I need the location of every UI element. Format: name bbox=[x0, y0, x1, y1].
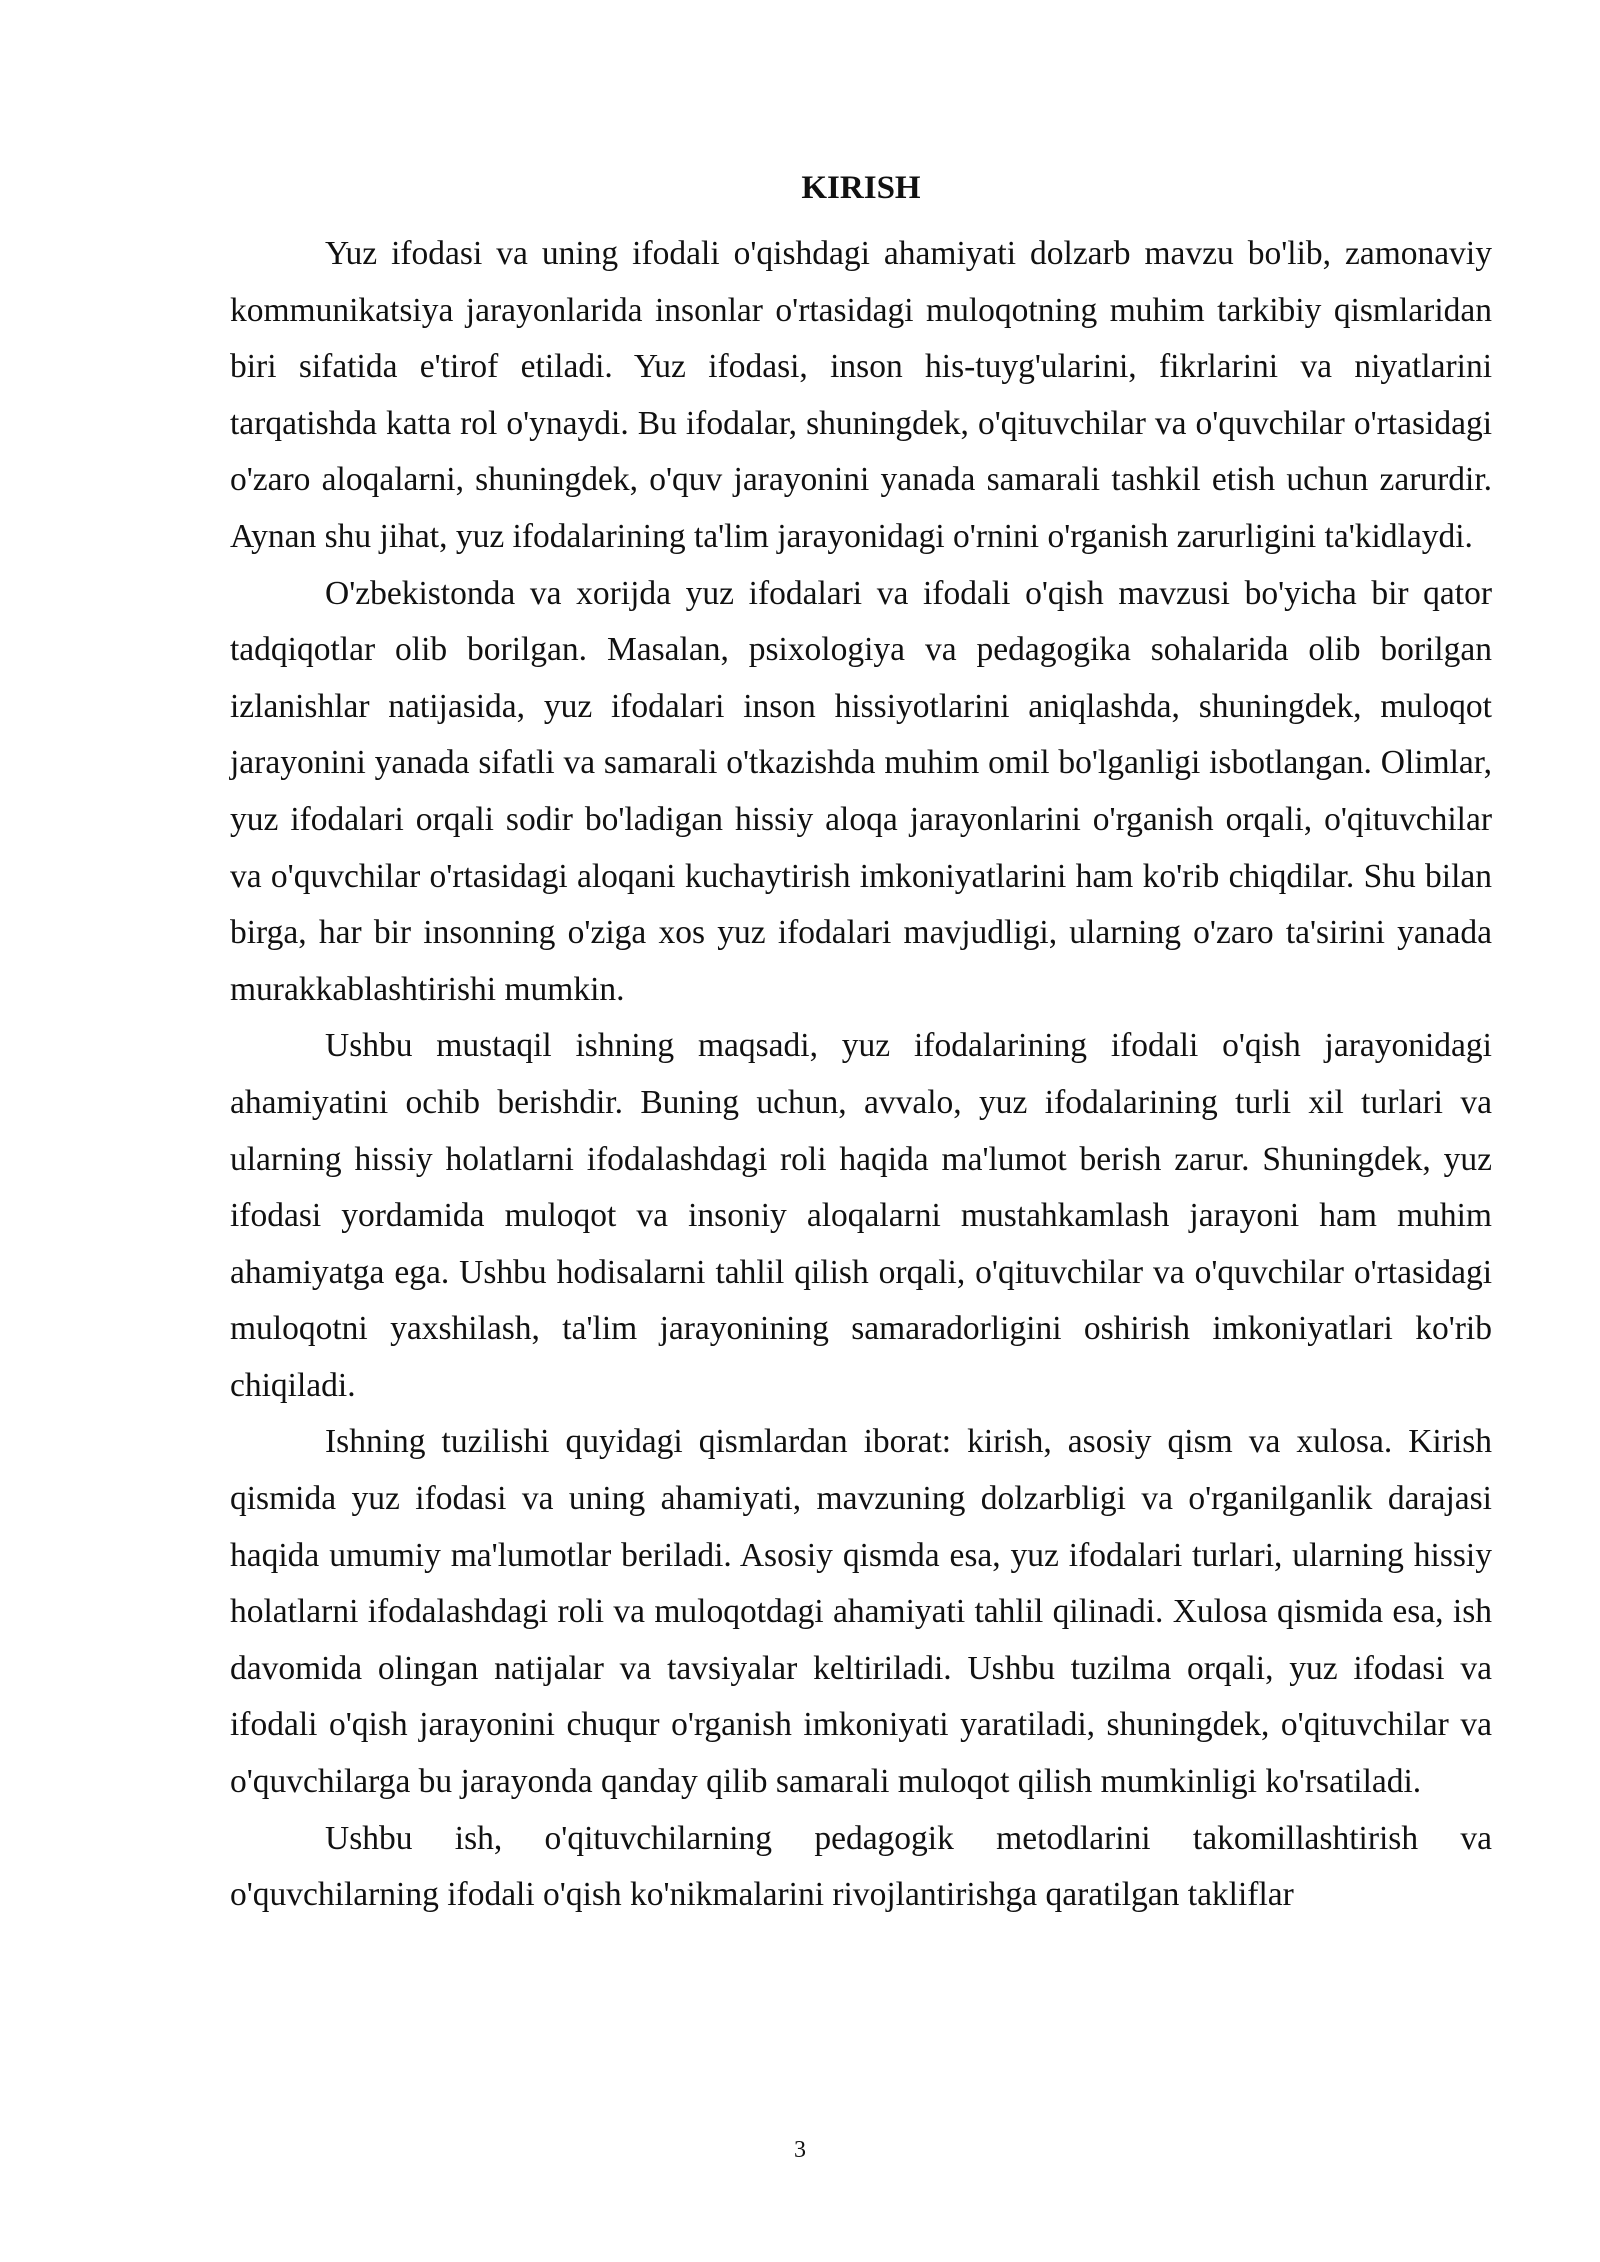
paragraph-3: Ushbu mustaqil ishning maqsadi, yuz ifodalarining ifodali o'qish jarayonidagi ahamiyatini ochib berishdir. Buning uchun, avvalo, yuz ifodalarining turli xil turlari va ularning hissiy holatlarni ifodalashdagi roli haqida ma'lumot berish zarur. Shuningdek, yuz ifodasi yordamida muloqot va insoniy aloqalarni mustahkamlash jarayoni ham muhim ahamiyatga ega. Ushbu hodisalarni tahlil qilish orqali, o'qituvchilar va o'quvchilar o'rtasidagi muloqotni yaxshilash, ta'lim jarayonining samaradorligini oshirish imkoniyatlari ko'rib chiqiladi. bbox=[230, 1027, 1492, 1404]
paragraph-2: O'zbekistonda va xorijda yuz ifodalari va ifodali o'qish mavzusi bo'yicha bir qator tadqiqotlar olib borilgan. Masalan, psixologiya va pedagogika sohalarida olib borilgan izlanishlar natijasida, yuz ifodalari inson hissiyotlarini aniqlashda, shuningdek, muloqot jarayonini yanada sifatli va samarali o'tkazishda muhim omil bo'lganligi isbotlangan. Olimlar, yuz ifodalari orqali sodir bo'ladigan hissiy aloqa jarayonlarini o'rganish orqali, o'qituvchilar va o'quvchilar o'rtasidagi aloqani kuchaytirish imkoniyatlarini ham ko'rib chiqdilar. Shu bilan birga, har bir insonning o'ziga xos yuz ifodalari mavjudligi, ularning o'zaro ta'sirini yanada murakkablashtirishi mumkin. bbox=[230, 574, 1492, 1008]
page-number: 3 bbox=[794, 2137, 806, 2163]
paragraph-5: Ushbu ish, o'qituvchilarning pedagogik metodlarini takomillashtirish va o'quvchilarning ifodali o'qish ko'nikmalarini rivojlantirishga qaratilgan takliflar bbox=[230, 1819, 1492, 1914]
paragraph-4: Ishning tuzilishi quyidagi qismlardan iborat: kirish, asosiy qism va xulosa. Kirish qismida yuz ifodasi va uning ahamiyati, mavzuning dolzarbligi va o'rganilganlik darajasi haqida umumiy ma'lumotlar beriladi. Asosiy qismda esa, yuz ifodalari turlari, ularning hissiy holatlarni ifodalashdagi roli va muloqotdagi ahamiyati tahlil qilinadi. Xulosa qismida esa, ish davomida olingan natijalar va tavsiyalar keltiriladi. Ushbu tuzilma orqali, yuz ifodasi va ifodali o'qish jarayonini chuqur o'rganish imkoniyati yaratiladi, shuningdek, o'qituvchilar va o'quvchilarga bu jarayonda qanday qilib samarali muloqot qilish mumkinligi ko'rsatiladi. bbox=[230, 1423, 1492, 1801]
section-title: KIRISH bbox=[801, 170, 921, 206]
paragraph-1: Yuz ifodasi va uning ifodali o'qishdagi ahamiyati dolzarb mavzu bo'lib, zamonaviy kommunikatsiya jarayonlarida insonlar o'rtasidagi muloqotning muhim tarkibiy qismlaridan biri sifatida e'tirof etiladi. Yuz ifodasi, inson his-tuyg'ularini, fikrlarini va niyatlarini tarqatishda katta rol o'ynaydi. Bu ifodalar, shuningdek, o'qituvchilar va o'quvchilar o'rtasidagi o'zaro aloqalarni, shuningdek, o'quv jarayonini yanada samarali tashkil etish uchun zarurdir. Aynan shu jihat, yuz ifodalarining ta'lim jarayonidagi o'rnini o'rganish zarurligini ta'kidlaydi. bbox=[230, 235, 1492, 555]
page-content bbox=[230, 160, 1492, 1924]
